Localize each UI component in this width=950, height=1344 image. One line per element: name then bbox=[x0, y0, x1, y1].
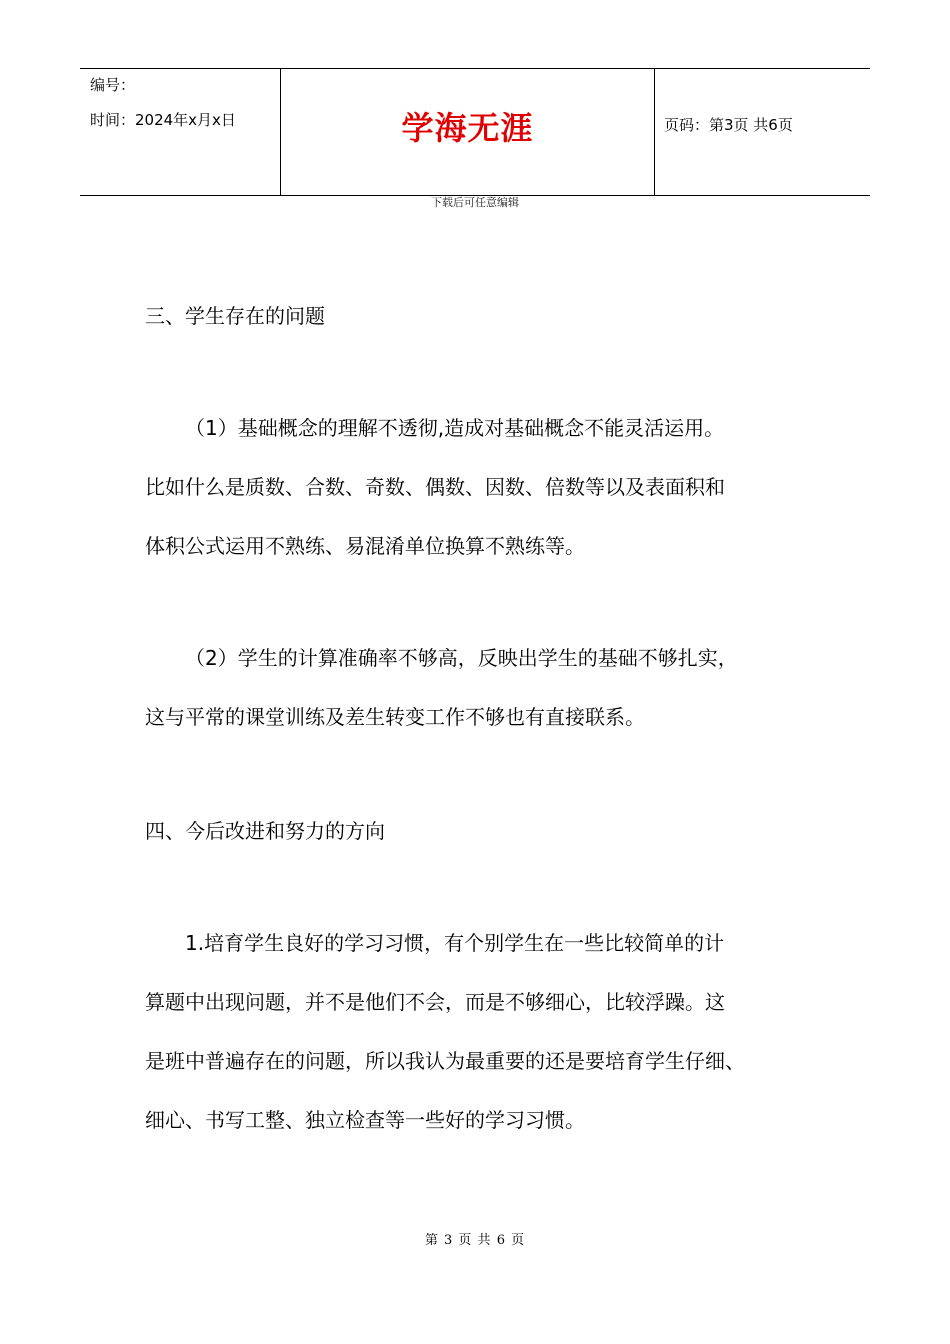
paragraph-line: 算题中出现问题，并不是他们不会，而是不够细心，比较浮躁。这 bbox=[145, 990, 725, 1014]
paragraph-line: 比如什么是质数、合数、奇数、偶数、因数、倍数等以及表面积和 bbox=[145, 475, 725, 499]
document-header bbox=[80, 68, 870, 196]
header-brand-cell bbox=[280, 69, 655, 195]
paragraph-line: 体积公式运用不熟练、易混淆单位换算不熟练等。 bbox=[145, 534, 585, 558]
section-4-title: 四、今后改进和努力的方向 bbox=[145, 819, 385, 843]
paragraph-line: （2）学生的计算准确率不够高，反映出学生的基础不够扎实， bbox=[185, 646, 738, 670]
header-right-cell bbox=[654, 69, 870, 195]
paragraph-line: （1）基础概念的理解不透彻,造成对基础概念不能灵活运用。 bbox=[185, 416, 725, 440]
number-label: 编号： bbox=[90, 76, 136, 94]
header-note: 下载后可任意编辑 bbox=[431, 196, 519, 209]
paragraph-line: 这与平常的课堂训练及差生转变工作不够也有直接联系。 bbox=[145, 705, 645, 729]
time-label: 时间：2024年x月x日 bbox=[90, 111, 236, 129]
paragraph-line: 1.培育学生良好的学习习惯，有个别学生在一些比较简单的计 bbox=[185, 931, 725, 955]
page-label: 页码：第3页 共6页 bbox=[664, 116, 793, 134]
page-footer: 第 3 页 共 6 页 bbox=[424, 1233, 526, 1248]
paragraph-line: 是班中普遍存在的问题，所以我认为最重要的还是要培育学生仔细、 bbox=[145, 1049, 745, 1073]
brand-title: 学海无涯 bbox=[401, 109, 534, 147]
section-3-title: 三、学生存在的问题 bbox=[145, 304, 325, 328]
paragraph-line: 细心、书写工整、独立检查等一些好的学习习惯。 bbox=[145, 1108, 585, 1132]
header-left-cell bbox=[80, 69, 280, 195]
